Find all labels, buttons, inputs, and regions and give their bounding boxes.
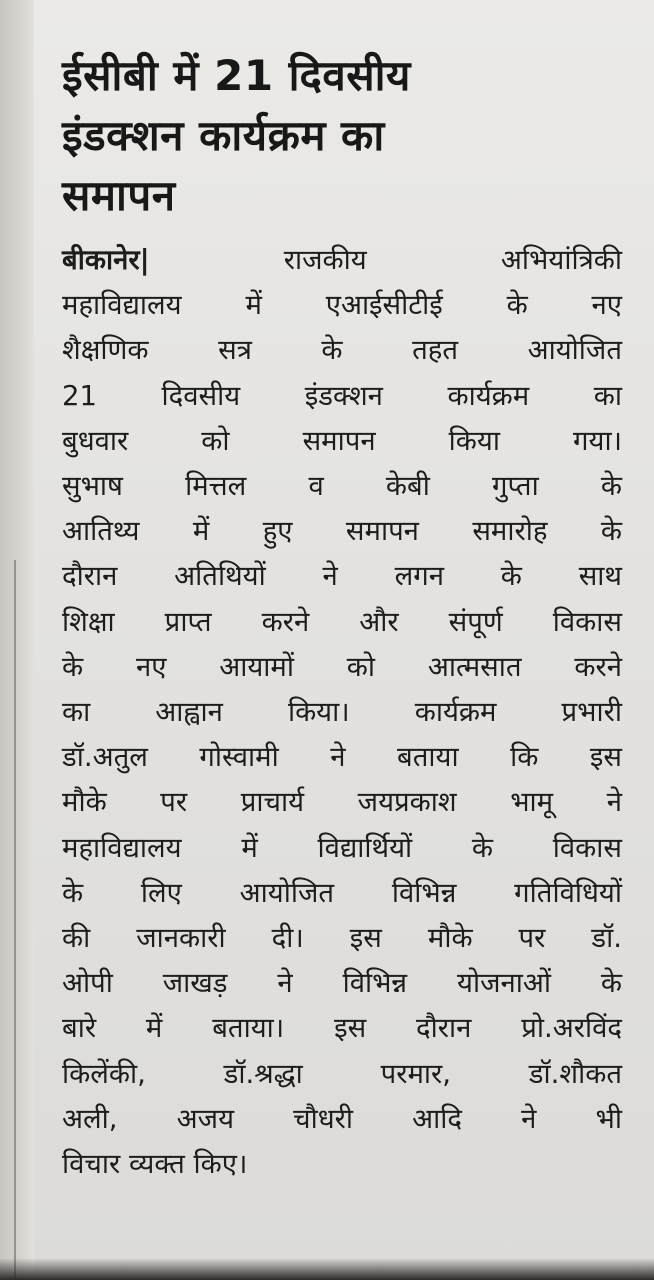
body-line-first: [62, 238, 622, 283]
body-line: अली, अजय चौधरी आदि ने भी: [62, 1102, 622, 1135]
headline: [62, 46, 630, 226]
body-line: की जानकारी दी। इस मौके पर डॉ.: [62, 922, 622, 955]
body-line: विचार व्यक्त किए।: [62, 1148, 248, 1181]
body-line: बारे में बताया। इस दौरान प्रो.अरविंद: [62, 1012, 622, 1045]
adjacent-column-edge: [0, 0, 34, 1280]
body-line: महाविद्यालय में विद्यार्थियों के विकास: [62, 831, 622, 864]
body-line: महाविद्यालय में एआईसीटीई के नए: [62, 289, 622, 322]
body-line: दौरान अतिथियों ने लगन के साथ: [62, 560, 622, 593]
body-line: शिक्षा प्राप्त करने और संपूर्ण विकास: [62, 605, 622, 638]
page-bottom-shadow: [0, 1258, 654, 1280]
news-article: [62, 46, 630, 1187]
body-line: 21 दिवसीय इंडक्शन कार्यक्रम का: [62, 379, 622, 412]
body-line: शैक्षणिक सत्र के तहत आयोजित: [62, 334, 622, 367]
body-line: का आह्वान किया। कार्यक्रम प्रभारी: [62, 696, 622, 729]
body-line: बुधवार को समापन किया गया।: [62, 424, 622, 457]
body-line: सुभाष मित्तल व केबी गुप्ता के: [62, 470, 622, 503]
headline-line: इंडक्शन कार्यक्रम का: [62, 111, 385, 160]
body-line: डॉ.अतुल गोस्वामी ने बताया कि इस: [62, 741, 622, 774]
body-line: आतिथ्य में हुए समापन समारोह के: [62, 515, 622, 548]
body-line: मौके पर प्राचार्य जयप्रकाश भामू ने: [62, 786, 622, 819]
body-line: के लिए आयोजित विभिन्न गतिविधियों: [62, 876, 622, 909]
dateline: बीकानेर|: [62, 244, 150, 276]
article-body: [62, 238, 630, 1187]
body-line: ओपी जाखड़ ने विभिन्न योजनाओं के: [62, 967, 622, 1000]
body-line: राजकीय अभियांत्रिकी: [283, 244, 622, 276]
headline-line: ईसीबी में 21 दिवसीय: [62, 51, 411, 100]
headline-line: समापन: [62, 171, 176, 220]
column-rule: [14, 560, 16, 1280]
body-line: के नए आयामों को आत्मसात करने: [62, 650, 622, 683]
body-line: किलेंकी, डॉ.श्रद्धा परमार, डॉ.शौकत: [62, 1057, 622, 1090]
